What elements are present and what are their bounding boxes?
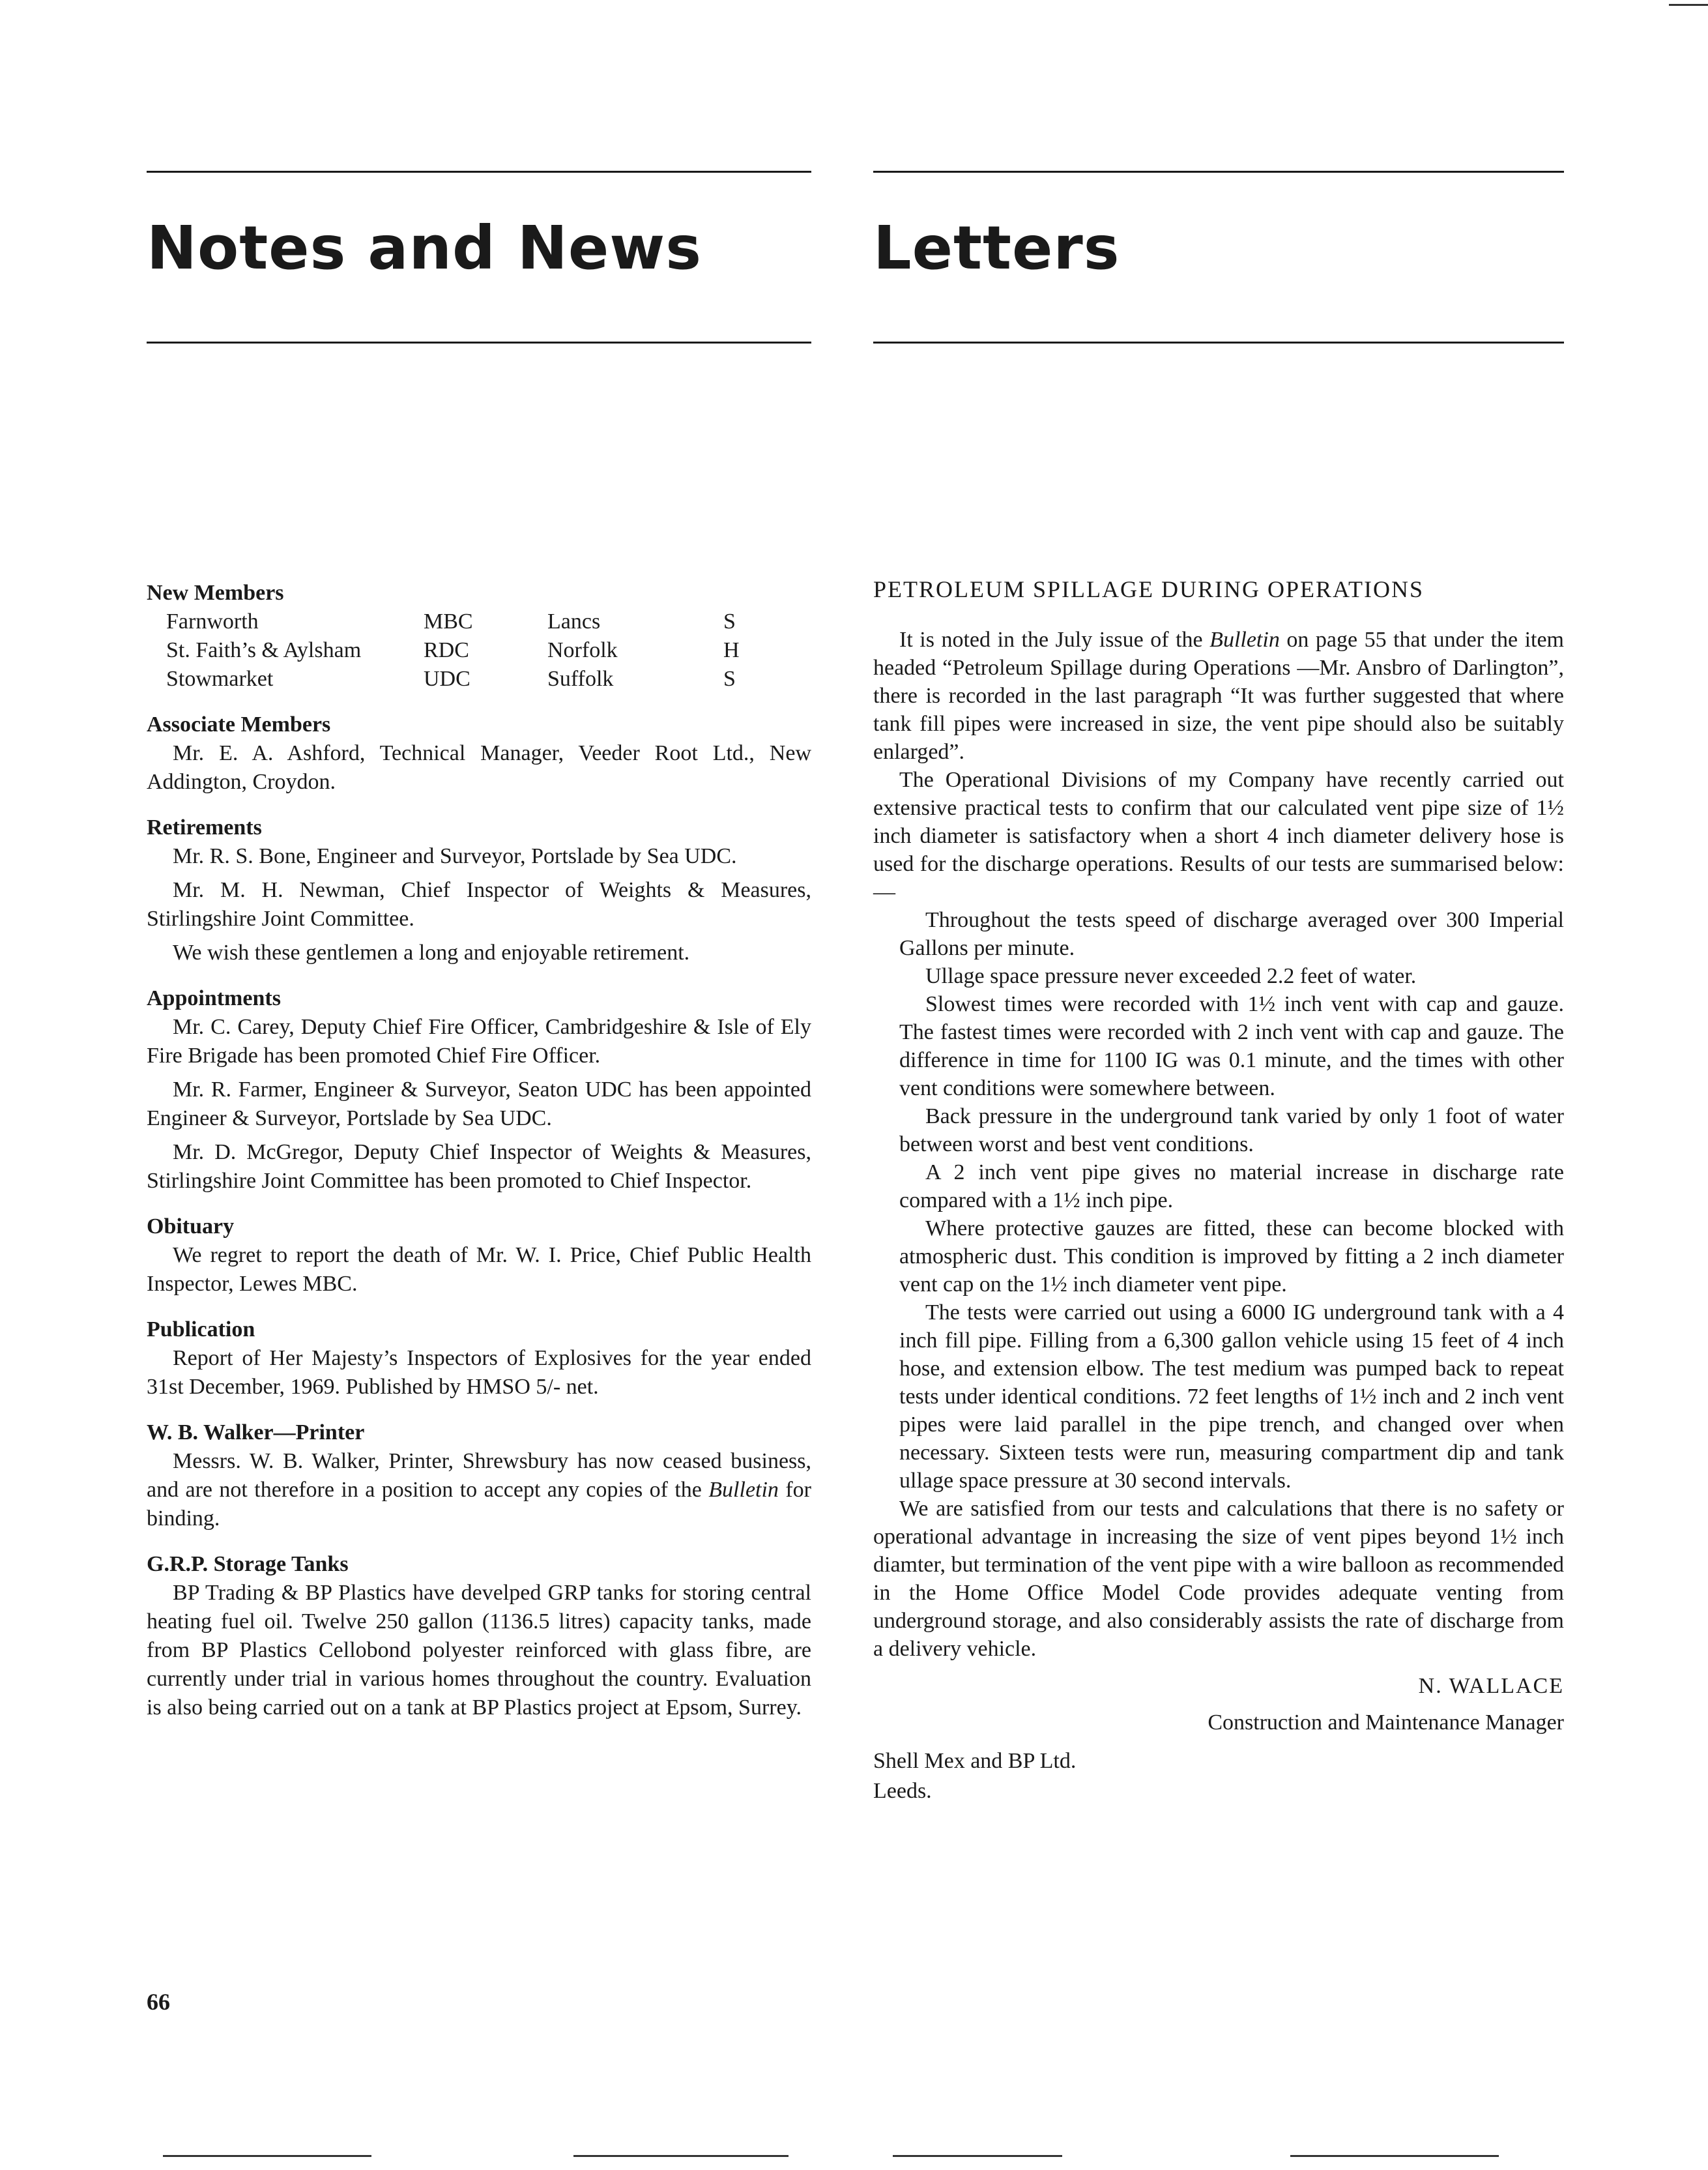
- retirements-text-3: We wish these gentlemen a long and enjoyable retirement.: [173, 941, 690, 965]
- appointments-text-2: Mr. R. Farmer, Engineer & Surveyor, Seaton UDC has been appointed Engineer & Surveyor, Portslade by Sea UDC.: [147, 1078, 811, 1130]
- footer-rule: [1290, 2155, 1499, 2157]
- associate-members-text: Mr. E. A. Ashford, Technical Manager, Veeder Root Ltd., New Addington, Croydon.: [147, 741, 811, 794]
- grp-section: [147, 1550, 811, 1722]
- grp-text: BP Trading & BP Plastics have develped GRP tanks for storing central heating fuel oil. Twelve 250 gallon (1136.5 litres) capacity tanks, made from BP Plastics Cellobond polyester reinforced with glass fibre, are currently under trial in various homes throughout the country. Evaluation is also being carried out on a tank at BP Plastics project at Epsom, Surrey.: [147, 1581, 811, 1720]
- walker-text-b: for binding.: [147, 1478, 811, 1531]
- member-code: S: [723, 609, 736, 634]
- member-name: Farnworth: [166, 609, 259, 634]
- footer-rule: [163, 2155, 371, 2157]
- obituary-text: We regret to report the death of Mr. W. I. Price, Chief Public Health Inspector, Lewes MBC.: [147, 1243, 811, 1296]
- member-name: St. Faith’s & Aylsham: [166, 638, 362, 662]
- page-number: 66: [147, 1989, 170, 2015]
- letter-paragraph-6: Back pressure in the underground tank varied by only 1 foot of water between worst and best vent conditions.: [899, 1104, 1564, 1156]
- publication-section: [147, 1315, 811, 1401]
- member-county: Lancs: [547, 609, 601, 634]
- address-line-2: Leeds.: [873, 1779, 932, 1803]
- grp-heading: G.R.P. Storage Tanks: [147, 1552, 349, 1576]
- member-type: MBC: [424, 609, 473, 634]
- member-type: RDC: [424, 638, 469, 662]
- member-county: Norfolk: [547, 638, 618, 662]
- appointments-section: [147, 984, 811, 1195]
- member-code: H: [723, 638, 740, 662]
- letter-paragraph-8: Where protective gauzes are fitted, these can become blocked with atmospheric dust. This condition is improved by fitting a 2 inch diameter vent cap on the 1½ inch diameter vent pipe.: [899, 1216, 1564, 1297]
- walker-text: [147, 1447, 811, 1533]
- associate-members-section: [147, 711, 811, 797]
- letter-content: [873, 575, 1564, 1806]
- letter-paragraph-5: Slowest times were recorded with 1½ inch vent with cap and gauze. The fastest times were recorded with 2 inch vent with cap and gauze. The difference in time for 1100 IG was 0.1 minute, and the times with other vent conditions were somewhere between.: [899, 992, 1564, 1100]
- letter-paragraph-3: Throughout the tests speed of discharge averaged over 300 Imperial Gallons per minute.: [899, 908, 1564, 960]
- obituary-section: [147, 1212, 811, 1298]
- letter-p1-a: It is noted in the July issue of the: [899, 628, 1210, 652]
- letters-title: Letters: [873, 213, 1120, 283]
- heading-rule-top: [873, 171, 1564, 173]
- appointments-text-3: Mr. D. McGregor, Deputy Chief Inspector of Weights & Measures, Stirlingshire Joint Committee has been promoted to Chief Inspector.: [147, 1140, 811, 1193]
- walker-section: [147, 1418, 811, 1533]
- new-members-heading: New Members: [147, 581, 284, 605]
- walker-heading: W. B. Walker—Printer: [147, 1420, 365, 1444]
- signature-title: Construction and Maintenance Manager: [1208, 1710, 1564, 1735]
- corner-print-mark: [1669, 4, 1708, 6]
- notes-content: [147, 579, 811, 1739]
- footer-rule: [893, 2155, 1062, 2157]
- footer-rule: [573, 2155, 789, 2157]
- heading-rule-top: [147, 171, 811, 173]
- signature-name: N. WALLACE: [1418, 1674, 1564, 1698]
- signature: [873, 1668, 1564, 1741]
- address-line-1: Shell Mex and BP Ltd.: [873, 1749, 1077, 1773]
- letter-heading: PETROLEUM SPILLAGE DURING OPERATIONS: [873, 576, 1425, 602]
- associate-members-heading: Associate Members: [147, 712, 331, 737]
- retirements-text-1: Mr. R. S. Bone, Engineer and Surveyor, Portslade by Sea UDC.: [173, 844, 737, 868]
- appointments-heading: Appointments: [147, 986, 281, 1010]
- sender-address: [873, 1746, 1564, 1806]
- new-members-section: [147, 579, 811, 694]
- heading-rule-bottom: [873, 342, 1564, 344]
- bulletin-italic: Bulletin: [1209, 628, 1280, 652]
- member-name: Stowmarket: [166, 667, 274, 691]
- letter-paragraph-9: The tests were carried out using a 6000 IG underground tank with a 4 inch fill pipe. Filling from a 6,300 gallon vehicle using 15 feet of 4 inch hose, and extension elbow. The test medium was pumped back to repeat tests under identical conditions. 72 feet lengths of 1½ inch and 2 inch vent pipes were laid parallel in the pipe trench, and changed over when necessary. Sixteen tests were run, measuring compartment dip and tank ullage space pressure at 30 second intervals.: [899, 1300, 1564, 1493]
- appointments-text-1: Mr. C. Carey, Deputy Chief Fire Officer, Cambridgeshire & Isle of Ely Fire Brigade has been promoted Chief Fire Officer.: [147, 1015, 811, 1068]
- retirements-heading: Retirements: [147, 815, 262, 840]
- retirements-text-2: Mr. M. H. Newman, Chief Inspector of Weights & Measures, Stirlingshire Joint Committee.: [147, 878, 811, 931]
- obituary-heading: Obituary: [147, 1214, 235, 1239]
- letter-paragraph-1: [873, 626, 1564, 766]
- member-code: S: [723, 667, 736, 691]
- notes-and-news-title: Notes and News: [147, 213, 702, 283]
- member-type: UDC: [424, 667, 470, 691]
- letter-paragraph-4: Ullage space pressure never exceeded 2.2 feet of water.: [925, 964, 1417, 988]
- letter-paragraph-10: We are satisfied from our tests and calculations that there is no safety or operational advantage in increasing the size of vent pipes beyond 1½ inch diamter, but termination of the vent pipe with a wire balloon as recommended in the Home Office Model Code provides adequate venting from underground storage, and also considerably assists the rate of discharge from a delivery vehicle.: [873, 1497, 1564, 1661]
- publication-heading: Publication: [147, 1317, 255, 1342]
- letter-paragraph-2: The Operational Divisions of my Company have recently carried out extensive practical tests to confirm that our calculated vent pipe size of 1½ inch diameter is satisfactory when a short 4 inch diameter delivery hose is used for the discharge operations. Results of our tests are summarised below:—: [873, 768, 1564, 904]
- walker-text-a: Messrs. W. B. Walker, Printer, Shrewsbury has now ceased business, and are not therefore in a position to accept any copies of the: [147, 1449, 811, 1502]
- letter-paragraph-7: A 2 inch vent pipe gives no material increase in discharge rate compared with a 1½ inch pipe.: [899, 1160, 1564, 1212]
- heading-rule-bottom: [147, 342, 811, 344]
- new-members-table: [147, 608, 811, 694]
- letter-p1-b: on page 55 that under the item headed “Petroleum Spillage during Operations —Mr. Ansbro of Darlington”, there is recorded in the last paragraph “It was further suggested that where tank fill pipes were increased in size, the vent pipe should also be suitably enlarged”.: [873, 628, 1564, 764]
- retirements-section: [147, 814, 811, 967]
- member-county: Suffolk: [547, 667, 614, 691]
- bulletin-italic: Bulletin: [708, 1478, 779, 1502]
- publication-text: Report of Her Majesty’s Inspectors of Explosives for the year ended 31st December, 1969. Published by HMSO 5/- net.: [147, 1346, 811, 1399]
